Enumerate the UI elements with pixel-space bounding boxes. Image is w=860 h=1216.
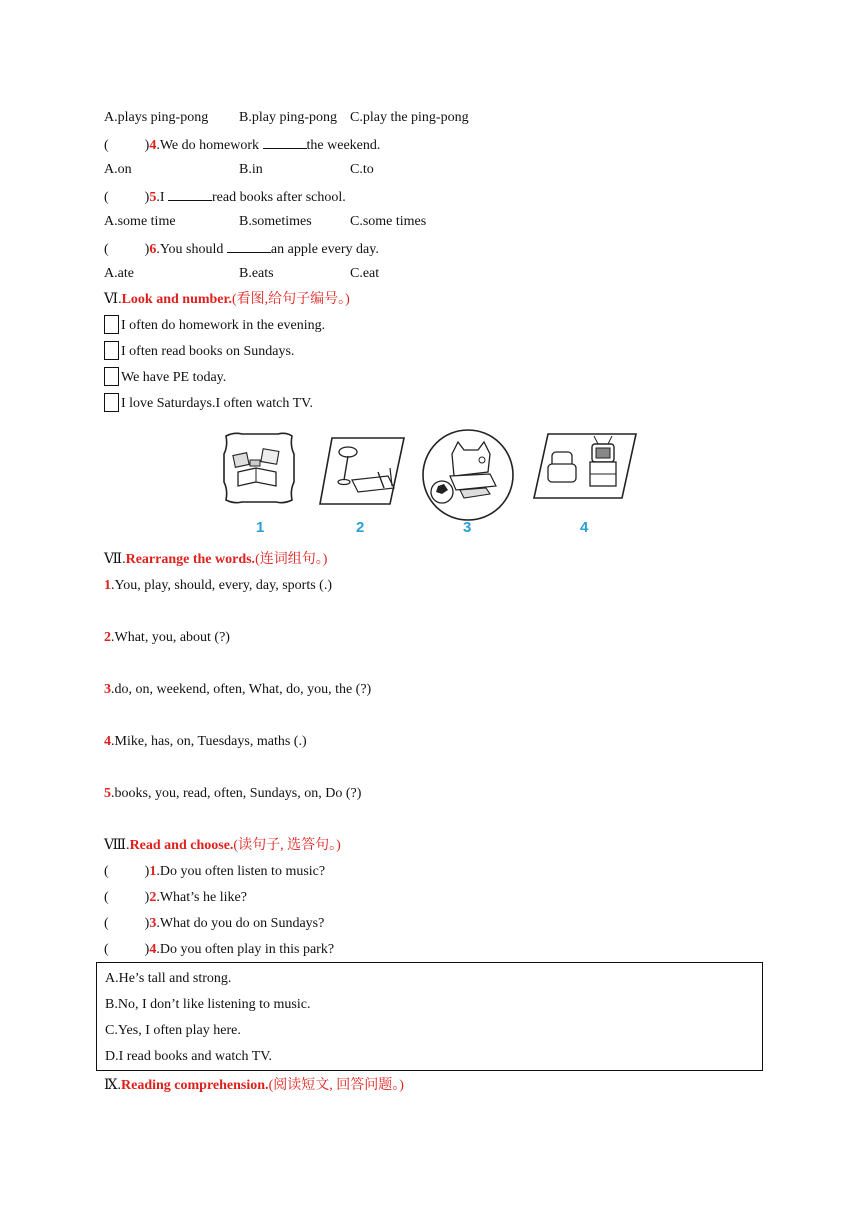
paren-open: ( xyxy=(104,242,109,257)
section-roman: Ⅶ. xyxy=(104,552,126,567)
question-number: 5 xyxy=(149,190,157,205)
sentence-2: I often read books on Sundays. xyxy=(121,344,295,359)
question-text-before: .I xyxy=(156,190,169,205)
option-b: B.in xyxy=(239,162,263,177)
question-text-after: read books after school. xyxy=(212,190,346,205)
item-number: 5 xyxy=(104,786,111,801)
picture-label-4: 4 xyxy=(580,519,589,536)
section-8-heading xyxy=(104,836,341,856)
answer-option-a: A.He’s tall and strong. xyxy=(105,971,232,986)
number-box[interactable] xyxy=(104,315,119,334)
item-number: 1 xyxy=(104,578,111,593)
item-text: .What do you do on Sundays? xyxy=(156,916,325,931)
choose-item: ( )2.What’s he like? xyxy=(104,890,247,905)
item-number: 2 xyxy=(104,630,111,645)
item-number: 3 xyxy=(104,682,111,697)
number-box[interactable] xyxy=(104,393,119,412)
fill-blank[interactable] xyxy=(168,186,212,201)
answer-option-d: D.I read books and watch TV. xyxy=(105,1049,273,1064)
section-roman: Ⅵ. xyxy=(104,292,122,307)
option-c: C.to xyxy=(350,162,374,177)
question-text-after: an apple every day. xyxy=(270,242,379,257)
paren-open: ( xyxy=(104,190,109,205)
section-roman: Ⅸ. xyxy=(104,1078,122,1093)
section-roman: Ⅷ. xyxy=(104,838,130,853)
choose-item: ( )1.Do you often listen to music? xyxy=(104,864,326,879)
item-text: .Mike, has, on, Tuesdays, maths (.) xyxy=(111,734,307,749)
item-text: .books, you, read, often, Sundays, on, Do (?) xyxy=(111,786,362,801)
item-number: 2 xyxy=(149,890,157,905)
rearrange-item xyxy=(104,576,332,596)
option-b: B.play ping-pong xyxy=(239,110,337,125)
rearrange-item xyxy=(104,784,361,804)
fill-blank[interactable] xyxy=(263,134,307,149)
homework-desk-picture xyxy=(318,428,406,508)
question-text-before: .We do homework xyxy=(156,138,263,153)
question-6 xyxy=(104,238,379,258)
item-text: .What’s he like? xyxy=(156,890,247,905)
item-text: .You, play, should, every, day, sports (.) xyxy=(111,578,332,593)
sentence-4: I love Saturdays.I often watch TV. xyxy=(121,396,313,411)
rearrange-item xyxy=(104,680,371,700)
section-title-en: Rearrange the words. xyxy=(125,552,256,567)
item-number: 1 xyxy=(149,864,157,879)
answer-option-b: B.No, I don’t like listening to music. xyxy=(105,997,311,1012)
item-text: .Do you often listen to music? xyxy=(156,864,326,879)
paren-open: ( xyxy=(104,138,109,153)
item-number: 3 xyxy=(149,916,157,931)
books-picture xyxy=(220,428,298,508)
question-5 xyxy=(104,186,346,206)
option-b: B.eats xyxy=(239,266,274,281)
question-text-after: the weekend. xyxy=(306,138,381,153)
option-a: A.plays ping-pong xyxy=(104,110,209,125)
question-text-before: .You should xyxy=(156,242,227,257)
answer-options-box xyxy=(96,962,763,1071)
question-number: 6 xyxy=(149,242,157,257)
item-number: 4 xyxy=(149,942,157,957)
section-title-en: Look and number. xyxy=(121,292,232,307)
answer-option-c: C.Yes, I often play here. xyxy=(105,1023,241,1038)
picture-label-3: 3 xyxy=(463,519,472,536)
pe-clothes-ball-picture xyxy=(420,428,516,522)
section-7-heading xyxy=(104,550,327,570)
section-6-heading xyxy=(104,290,350,310)
item-text: .What, you, about (?) xyxy=(111,630,230,645)
question-number: 4 xyxy=(149,138,157,153)
option-a: A.on xyxy=(104,162,132,177)
section-title-en: Read and choose. xyxy=(129,838,234,853)
item-number: 4 xyxy=(104,734,111,749)
section-title-cn: (看图,给句子编号。) xyxy=(231,292,350,307)
item-text: .do, on, weekend, often, What, do, you, the (?) xyxy=(111,682,372,697)
paren-close: ) xyxy=(144,242,150,257)
fill-blank[interactable] xyxy=(227,238,271,253)
sentence-3: We have PE today. xyxy=(121,370,227,385)
rearrange-item xyxy=(104,628,230,648)
number-box[interactable] xyxy=(104,341,119,360)
item-text: .Do you often play in this park? xyxy=(156,942,335,957)
option-b: B.sometimes xyxy=(239,214,312,229)
choose-item: ( )3.What do you do on Sundays? xyxy=(104,916,325,931)
section-title-cn: (连词组句。) xyxy=(255,552,328,567)
sentence-1: I often do homework in the evening. xyxy=(121,318,326,333)
option-c: C.some times xyxy=(350,214,427,229)
option-a: A.some time xyxy=(104,214,176,229)
option-c: C.play the ping-pong xyxy=(350,110,469,125)
choose-item: ( )4.Do you often play in this park? xyxy=(104,942,335,957)
option-c: C.eat xyxy=(350,266,380,281)
paren-close: ) xyxy=(144,190,150,205)
paren-close: ) xyxy=(144,138,150,153)
picture-label-2: 2 xyxy=(356,519,365,536)
number-box[interactable] xyxy=(104,367,119,386)
section-title-en: Reading comprehension. xyxy=(121,1078,269,1093)
question-4 xyxy=(104,134,380,154)
section-title-cn: (阅读短文, 回答问题。) xyxy=(268,1078,404,1093)
option-a: A.ate xyxy=(104,266,134,281)
picture-label-1: 1 xyxy=(256,519,265,536)
section-9-heading xyxy=(104,1076,404,1096)
rearrange-item xyxy=(104,732,307,752)
tv-armchair-picture xyxy=(532,428,638,508)
section-title-cn: (读句子, 选答句。) xyxy=(233,838,341,853)
